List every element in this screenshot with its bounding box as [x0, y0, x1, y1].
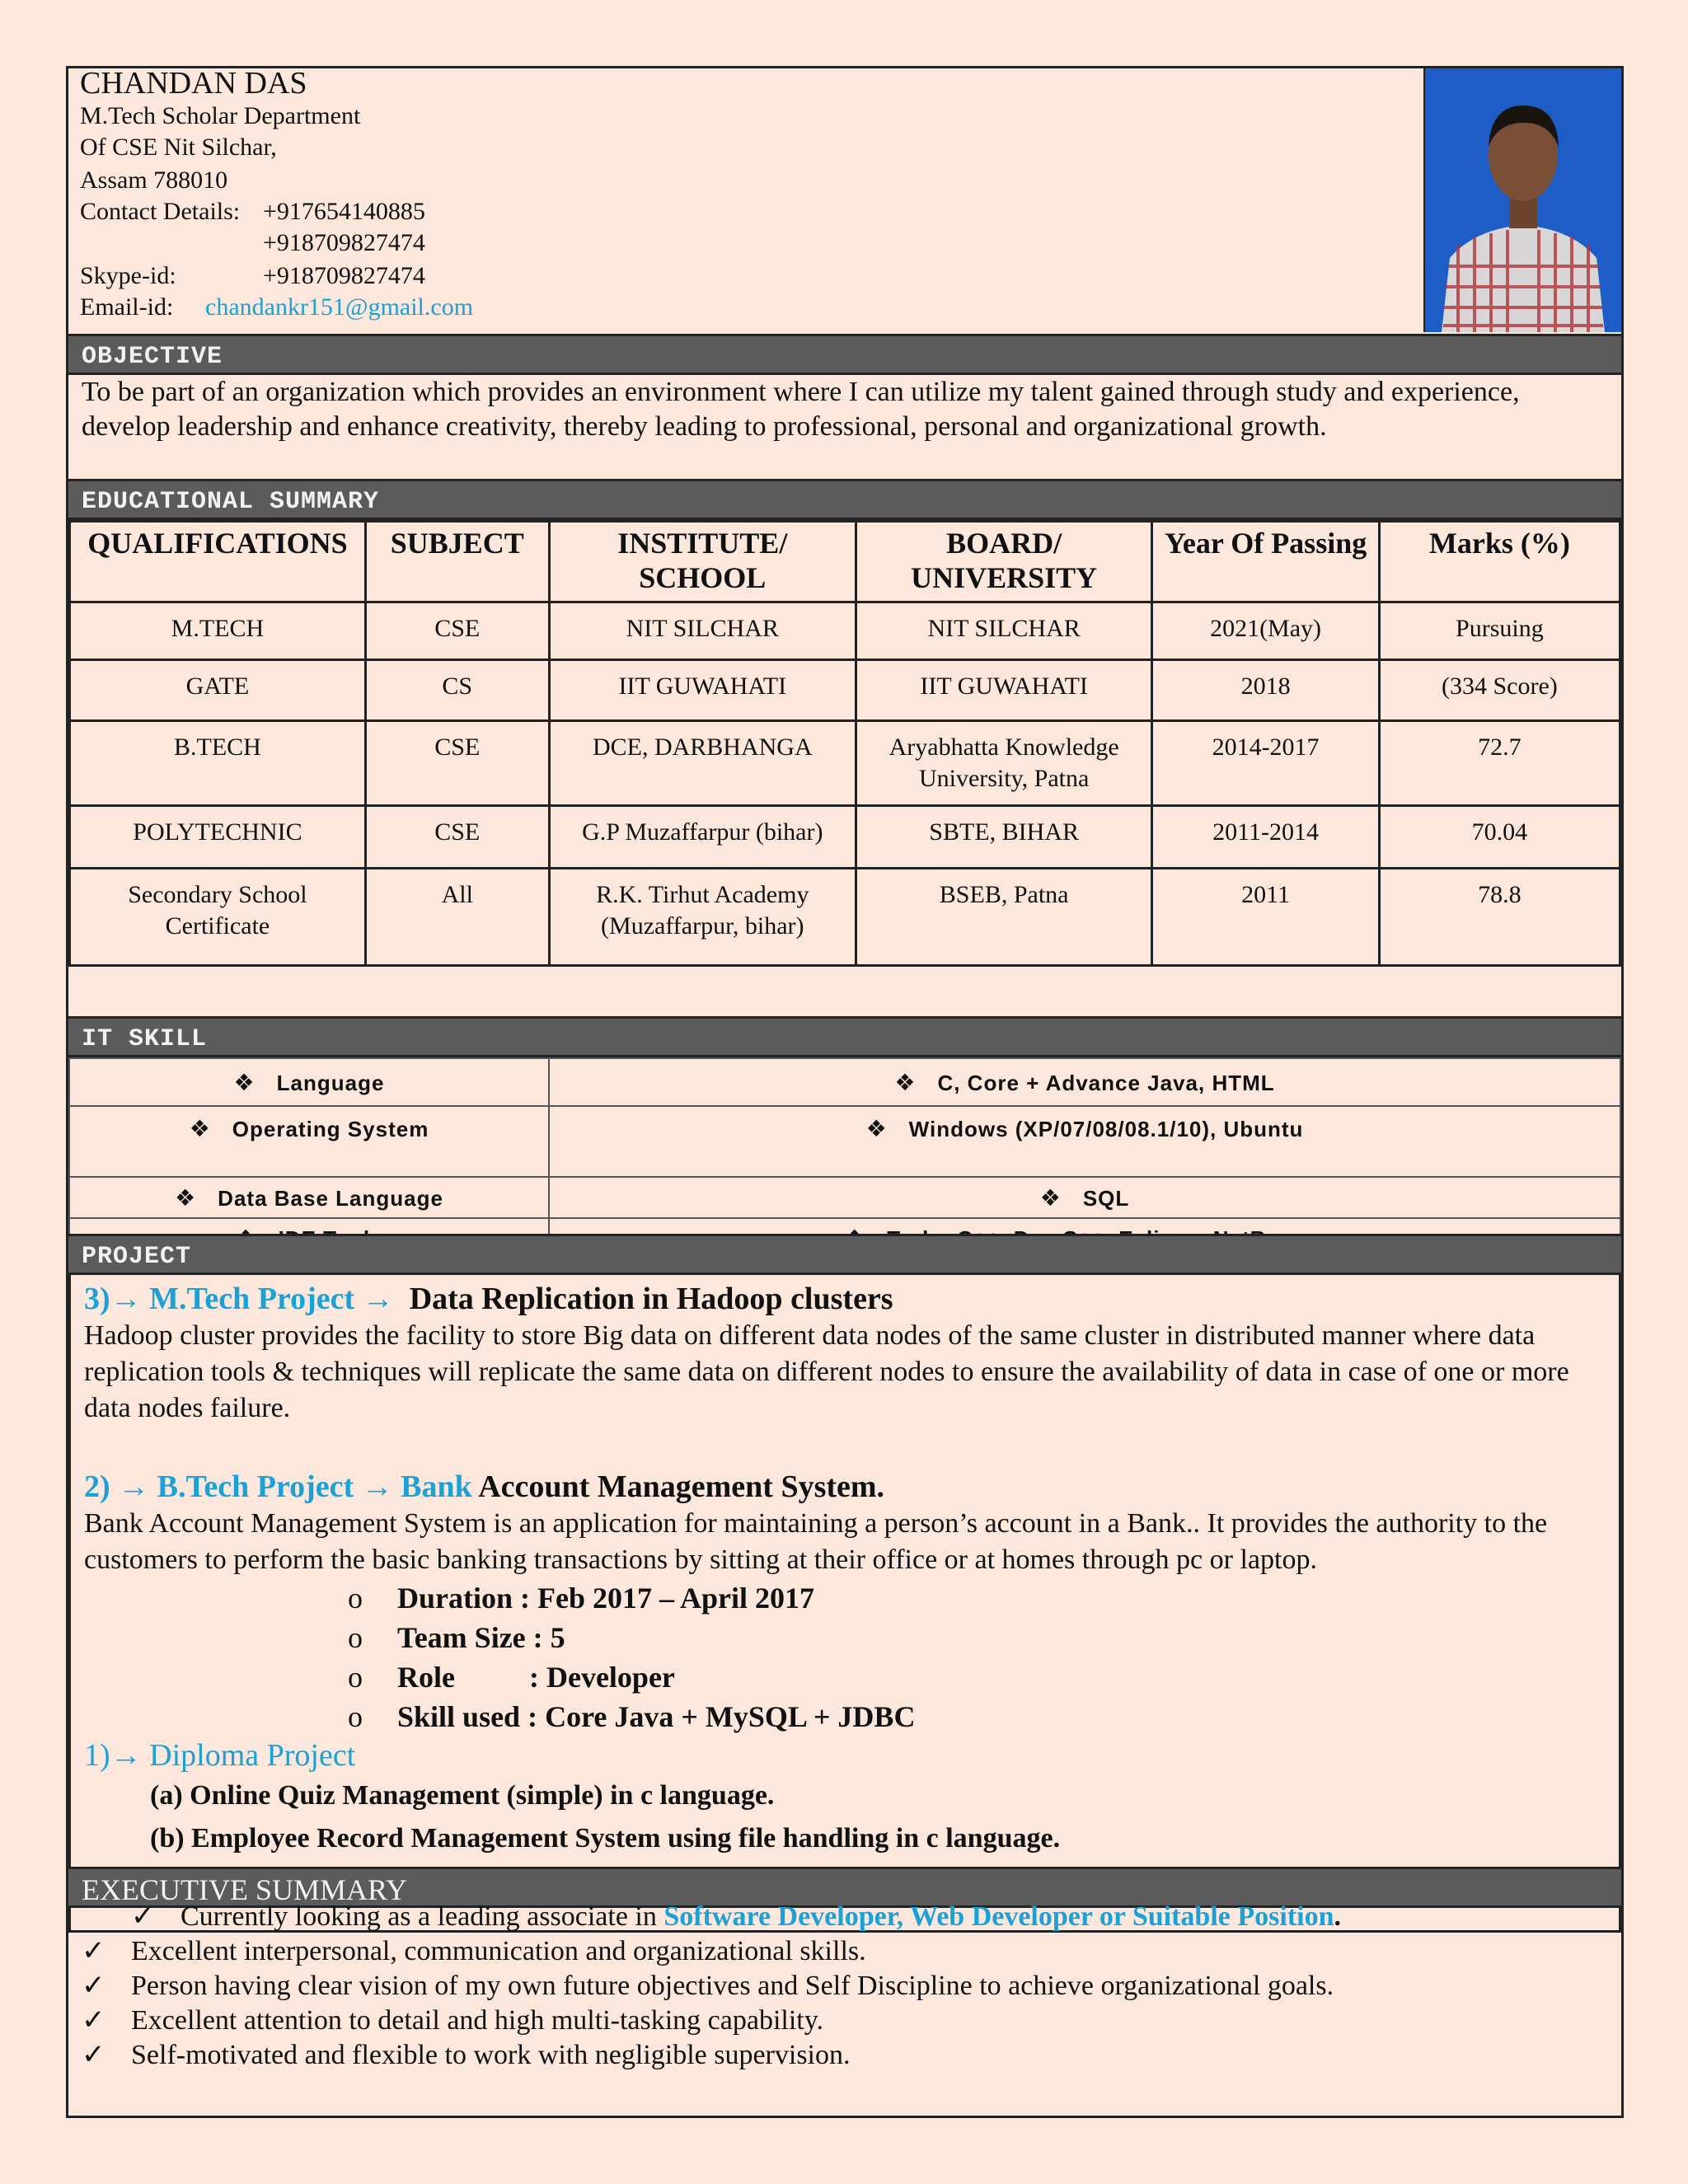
list-item — [82, 1900, 1621, 1934]
detail-text: Duration : Feb 2017 – April 2017 — [397, 1582, 815, 1615]
table-cell: 2011-2014 — [1152, 806, 1379, 869]
table-cell: 2014-2017 — [1152, 721, 1379, 806]
summary-text: Excellent attention to detail and high multi-tasking capability. — [131, 2005, 824, 2036]
column-header: Year Of Passing — [1152, 522, 1379, 602]
table-row — [69, 1106, 1620, 1177]
phone-number: +918709827474 — [263, 229, 425, 256]
education-heading: EDUCATIONAL SUMMARY — [68, 479, 1621, 520]
diamond-bullet-icon: ❖ — [865, 1116, 888, 1141]
diploma-project-heading: 1)→ Diploma Project — [84, 1738, 356, 1773]
detail-text: Skill used : Core Java + MySQL + JDBC — [397, 1700, 916, 1733]
executive-summary-heading: EXECUTIVE SUMMARY — [68, 1867, 1621, 1908]
skill-value-label: C, Core + Advance Java, HTML — [937, 1070, 1275, 1095]
table-cell: B.TECH — [70, 721, 366, 806]
table-cell: 2021(May) — [1152, 602, 1379, 660]
summary-text-end: . — [1334, 1901, 1341, 1932]
circle-bullet-icon: o — [348, 1582, 363, 1615]
skill-category-label: Data Base Language — [218, 1185, 443, 1211]
table-row — [69, 1058, 1620, 1106]
project-detail — [84, 1578, 1606, 1618]
column-header: SUBJECT — [365, 522, 549, 602]
resume-page — [66, 66, 1624, 2118]
it-skill-heading: IT SKILL — [68, 1016, 1621, 1057]
skill-category-label: Language — [276, 1070, 385, 1095]
table-cell: CSE — [365, 806, 549, 869]
project-detail — [84, 1697, 1606, 1736]
phone-number: +917654140885 — [263, 198, 425, 225]
detail-text: Role : Developer — [397, 1661, 675, 1694]
skill-category-label: Operating System — [232, 1117, 429, 1141]
objective-text: To be part of an organization which provides an environment where I can utilize my talent gained through study and experience, develop leadership and enhance creativity, thereby leading to professional, personal and organizational growth. — [82, 377, 1520, 442]
column-header: QUALIFICATIONS — [70, 522, 366, 602]
checkmark-icon: ✓ — [82, 1936, 106, 1966]
skype-id: +918709827474 — [263, 262, 425, 289]
profile-photo — [1423, 68, 1621, 332]
diploma-project-item: (a) Online Quiz Management (simple) in c language. — [150, 1780, 775, 1811]
email-label: Email-id: — [80, 293, 174, 321]
candidate-name: CHANDAN DAS — [80, 66, 307, 101]
objective-heading: OBJECTIVE — [68, 334, 1621, 375]
project-description: Hadoop cluster provides the facility to store Big data on different data nodes of the same cluster in distributed manner where data replication tools & techniques will replicate the same data on different nodes to ensure the availability of data in case of one or more data nodes failure. — [84, 1320, 1569, 1423]
contact-header — [68, 68, 1621, 334]
skype-label: Skype-id: — [80, 262, 176, 289]
education-table — [68, 520, 1621, 967]
mtech-project-heading — [84, 1280, 1606, 1318]
table-header-row — [70, 522, 1620, 602]
executive-summary-list — [68, 1900, 1621, 2073]
skill-value-label: SQL — [1082, 1185, 1130, 1211]
table-cell: R.K. Tirhut Academy (Muzaffarpur, bihar) — [549, 869, 856, 966]
diamond-bullet-icon: ❖ — [175, 1184, 197, 1211]
column-header: Marks (%) — [1379, 522, 1620, 602]
table-cell: SBTE, BIHAR — [856, 806, 1151, 869]
checkmark-icon: ✓ — [131, 1901, 155, 1932]
table-cell: IIT GUWAHATI — [549, 660, 856, 721]
highlight-text: Software Developer, Web Developer or Suitable Position — [663, 1901, 1334, 1932]
btech-project-heading — [84, 1468, 1606, 1506]
it-skill-table — [68, 1057, 1621, 1258]
skill-category — [69, 1106, 549, 1177]
address-line: Assam 788010 — [80, 166, 228, 194]
project-detail — [84, 1618, 1606, 1657]
project-title: Account Management System. — [478, 1469, 885, 1504]
table-cell: M.TECH — [70, 602, 366, 660]
table-row — [70, 660, 1620, 721]
diamond-bullet-icon: ❖ — [189, 1116, 211, 1141]
project-number: 3)→ M.Tech Project → — [84, 1282, 394, 1316]
table-row — [69, 1177, 1620, 1218]
table-cell: (334 Score) — [1379, 660, 1620, 721]
skill-category — [69, 1177, 549, 1218]
table-cell: Pursuing — [1379, 602, 1620, 660]
table-cell: 2018 — [1152, 660, 1379, 721]
table-cell: POLYTECHNIC — [70, 806, 366, 869]
table-row — [70, 869, 1620, 966]
person-photo-icon — [1425, 68, 1621, 332]
table-cell: 70.04 — [1379, 806, 1620, 869]
address-line: M.Tech Scholar Department — [80, 102, 361, 129]
it-skill-table-wrapper — [68, 1057, 1621, 1258]
table-cell: Aryabhatta Knowledge University, Patna — [856, 721, 1151, 806]
project-detail — [84, 1657, 1606, 1697]
table-cell: DCE, DARBHANGA — [549, 721, 856, 806]
education-table-wrapper — [68, 520, 1621, 967]
diploma-project-item: (b) Employee Record Management System using file handling in c language. — [150, 1823, 1061, 1854]
skill-value-label: Windows (XP/07/08/08.1/10), Ubuntu — [908, 1117, 1304, 1141]
table-cell: IIT GUWAHATI — [856, 660, 1151, 721]
table-cell: G.P Muzaffarpur (bihar) — [549, 806, 856, 869]
table-cell: NIT SILCHAR — [549, 602, 856, 660]
checkmark-icon: ✓ — [82, 1971, 106, 2001]
summary-text: Self-motivated and flexible to work with negligible supervision. — [131, 2040, 851, 2070]
table-cell: 72.7 — [1379, 721, 1620, 806]
circle-bullet-icon: o — [348, 1661, 363, 1694]
skill-value — [549, 1177, 1620, 1218]
summary-text: Person having clear vision of my own future objectives and Self Discipline to achieve organizational goals. — [131, 1971, 1334, 2001]
list-item — [82, 1934, 1621, 1969]
table-cell: CSE — [365, 721, 549, 806]
email-link[interactable]: chandankr151@gmail.com — [205, 293, 474, 321]
list-item — [82, 2004, 1621, 2038]
checkmark-icon: ✓ — [82, 2040, 106, 2070]
contact-label: Contact Details: — [80, 198, 241, 225]
table-cell: BSEB, Patna — [856, 869, 1151, 966]
diamond-bullet-icon: ❖ — [233, 1069, 256, 1095]
summary-text: Excellent interpersonal, communication and organizational skills. — [131, 1936, 866, 1966]
table-cell: All — [365, 869, 549, 966]
project-title: Data Replication in Hadoop clusters — [409, 1282, 893, 1316]
table-cell: GATE — [70, 660, 366, 721]
project-section — [68, 1273, 1621, 1933]
table-cell: 78.8 — [1379, 869, 1620, 966]
table-cell: 2011 — [1152, 869, 1379, 966]
project-description: Bank Account Management System is an application for maintaining a person’s account in a Bank.. It provides the authority to the customers to perform the basic banking transactions by sitting at their office or at homes through pc or laptop. — [84, 1508, 1548, 1575]
circle-bullet-icon: o — [348, 1700, 363, 1733]
address-line: Of CSE Nit Silchar, — [80, 134, 277, 161]
project-number: 2) → B.Tech Project → Bank — [84, 1469, 472, 1504]
table-cell: CS — [365, 660, 549, 721]
circle-bullet-icon: o — [348, 1621, 363, 1654]
table-cell: NIT SILCHAR — [856, 602, 1151, 660]
diamond-bullet-icon: ❖ — [1039, 1184, 1062, 1211]
skill-value — [549, 1058, 1620, 1106]
table-row — [70, 721, 1620, 806]
table-row — [70, 602, 1620, 660]
skill-category — [69, 1058, 549, 1106]
skill-value — [549, 1106, 1620, 1177]
diamond-bullet-icon: ❖ — [894, 1069, 917, 1095]
project-heading: PROJECT — [68, 1234, 1621, 1275]
list-item — [82, 1969, 1621, 2004]
column-header: BOARD/ UNIVERSITY — [856, 522, 1151, 602]
table-cell: CSE — [365, 602, 549, 660]
table-row — [70, 806, 1620, 869]
column-header: INSTITUTE/ SCHOOL — [549, 522, 856, 602]
table-cell: Secondary School Certificate — [70, 869, 366, 966]
list-item — [82, 2038, 1621, 2073]
summary-text: Currently looking as a leading associate in — [181, 1901, 657, 1932]
checkmark-icon: ✓ — [82, 2005, 106, 2036]
detail-text: Team Size : 5 — [397, 1621, 565, 1654]
